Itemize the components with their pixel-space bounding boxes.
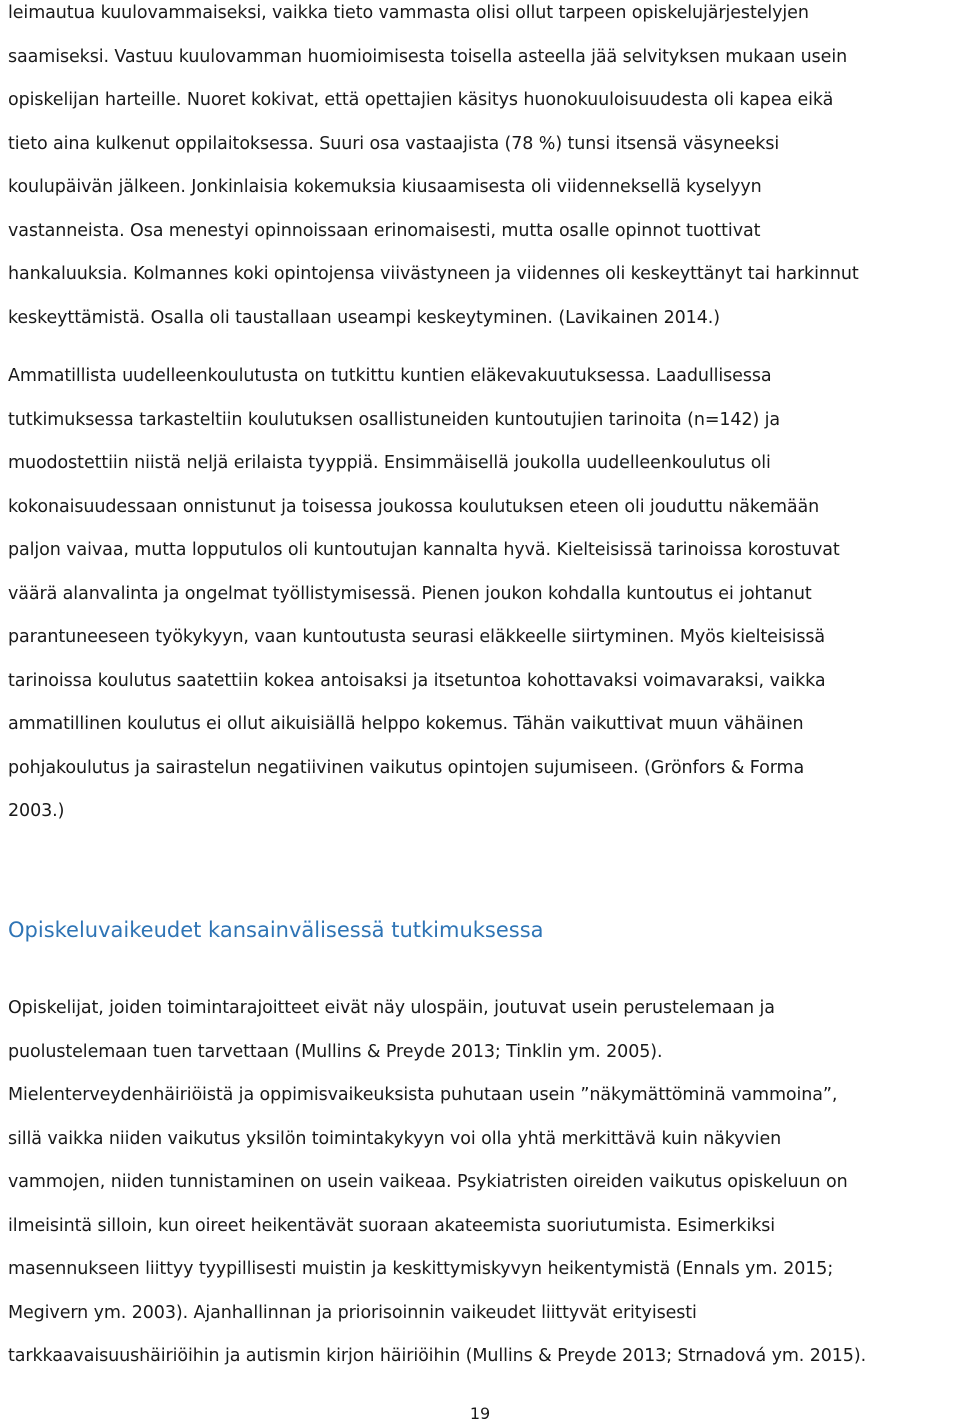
text-line: väärä alanvalinta ja ongelmat työllistymisessä. Pienen joukon kohdalla kuntoutus ei johtanut [8,583,812,604]
text-line: vastanneista. Osa menestyi opinnoissaan erinomaisesti, mutta osalle opinnot tuottivat [8,220,761,241]
text-line: parantuneeseen työkykyyn, vaan kuntoutusta seurasi eläkkeelle siirtyminen. Myös kielteisissä [8,627,826,647]
text-line: tarkkaavaisuushäiriöihin ja autismin kirjon häiriöihin (Mullins & Preyde 2013; Strnadová ym. 2015). [8,1346,867,1366]
text-line: Mielenterveydenhäiriöistä ja oppimisvaikeuksista puhutaan usein ”näkymättöminä vammoina”, [8,1085,838,1105]
text-line: Megivern ym. 2003). Ajanhallinnan ja priorisoinnin vaikeudet liittyvät erityisesti [8,1302,697,1323]
text-line: tarinoissa koulutus saatettiin kokea antoisaksi ja itsetuntoa kohottavaksi voimavaraksi, vaikka [8,670,826,691]
text-line: muodostettiin niistä neljä erilaista tyyppiä. Ensimmäisellä joukolla uudelleenkoulutus oli [8,453,771,473]
text-line: koulupäivän jälkeen. Jonkinlaisia kokemuksia kiusaamisesta oli viidenneksellä kyselyyn [8,177,762,197]
paragraph-international-research [8,987,866,1379]
text-line: ilmeisintä silloin, kun oireet heikentävät suoraan akateemista suoriutumista. Esimerkiksi [8,1215,776,1236]
text-line: saamiseksi. Vastuu kuulovamman huomioimisesta toisella asteella jää selvityksen mukaan usein [8,46,848,67]
paragraph-retraining [8,355,840,834]
text-line: paljon vaivaa, mutta lopputulos oli kuntoutujan kannalta hyvä. Kielteisissä tarinoissa korostuvat [8,540,840,560]
text-line: Opiskelijat, joiden toimintarajoitteet eivät näy ulospäin, joutuvat usein perustelemaan ja [8,998,775,1018]
text-line: tieto aina kulkenut oppilaitoksessa. Suuri osa vastaajista (78 %) tunsi itsensä väsyneeksi [8,133,780,154]
text-line: kokonaisuudessaan onnistunut ja toisessa joukossa koulutuksen eteen oli jouduttu näkemään [8,496,820,517]
text-line: vammojen, niiden tunnistaminen on usein vaikeaa. Psykiatristen oireiden vaikutus opiskeluun on [8,1172,848,1192]
text-line: opiskelijan harteille. Nuoret kokivat, että opettajien käsitys huonokuuloisuudesta oli kapea eikä [8,90,834,110]
text-line: ammatillinen koulutus ei ollut aikuisiällä helppo kokemus. Tähän vaikuttivat muun vähäinen [8,714,804,734]
text-line: 2003.) [8,801,65,821]
text-line: masennukseen liittyy tyypillisesti muistin ja keskittymiskyvyn heikentymistä (Ennals ym. 2015; [8,1259,834,1279]
paragraph-hearing-impairment [8,0,859,340]
text-line: sillä vaikka niiden vaikutus yksilön toimintakykyyn voi olla yhtä merkittävä kuin näkyvien [8,1128,782,1149]
text-line: keskeyttämistä. Osalla oli taustallaan useampi keskeytyminen. (Lavikainen 2014.) [8,307,720,328]
page-number: 19 [469,1404,491,1423]
text-line: pohjakoulutus ja sairastelun negatiivinen vaikutus opintojen sujumiseen. (Grönfors & Forma [8,757,805,778]
text-line: Ammatillista uudelleenkoulutusta on tutkittu kuntien eläkevakuutuksessa. Laadullisessa [8,366,772,386]
text-line: puolustelemaan tuen tarvettaan (Mullins & Preyde 2013; Tinklin ym. 2005). [8,1041,663,1062]
text-line: hankaluuksia. Kolmannes koki opintojensa viivästyneen ja viidennes oli keskeyttänyt tai harkinnut [8,264,859,284]
text-line: tutkimuksessa tarkasteltiin koulutuksen osallistuneiden kuntoutujien tarinoita (n=142) ja [8,409,781,430]
text-line: leimautua kuulovammaiseksi, vaikka tieto vammasta olisi ollut tarpeen opiskelujärjestelyjen [8,3,809,23]
section-heading: Opiskeluvaikeudet kansainvälisessä tutkimuksessa [8,918,544,942]
